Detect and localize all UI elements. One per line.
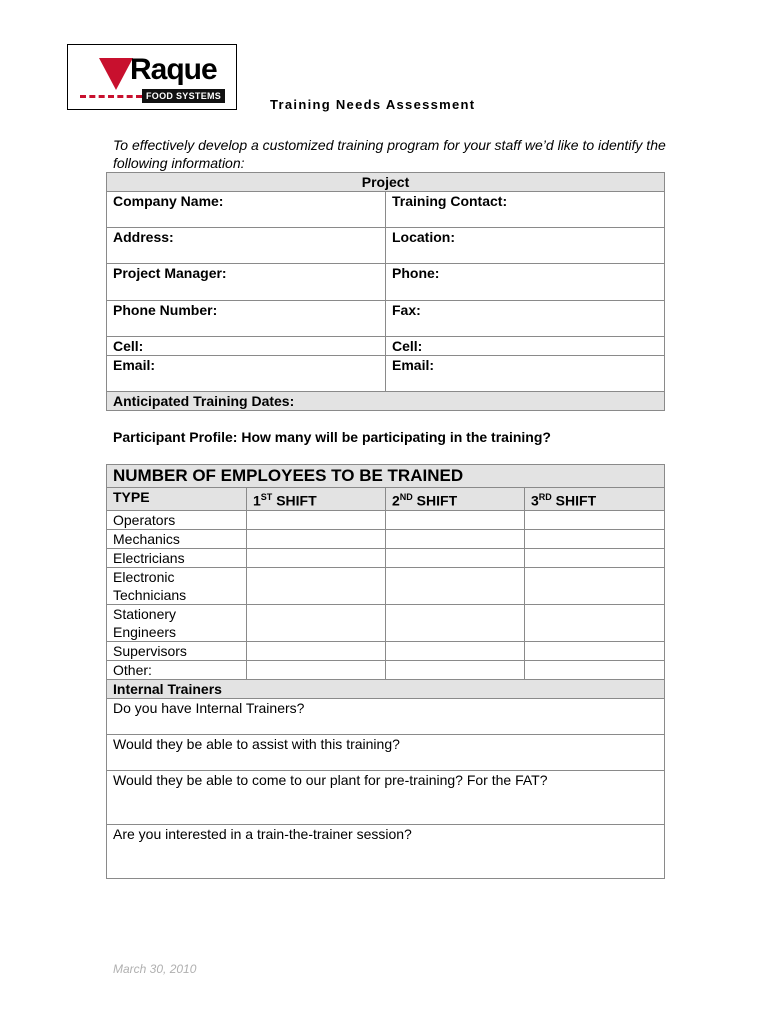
location-label: Location:	[386, 228, 665, 264]
project-table	[106, 172, 665, 411]
shift-1-header: 1ST SHIFT	[247, 488, 386, 511]
trainer-question-4[interactable]: Are you interested in a train-the-trainer session?	[107, 824, 665, 878]
footer-date: March 30, 2010	[113, 962, 197, 976]
trainer-question-1[interactable]: Do you have Internal Trainers?	[107, 698, 665, 734]
electronic-shift-2-cell[interactable]	[386, 567, 525, 604]
logo-wordmark: Raque	[130, 53, 217, 86]
electricians-shift-3-cell[interactable]	[525, 548, 665, 567]
internal-trainers-header: Internal Trainers	[107, 679, 665, 698]
logo-v-mark-icon	[99, 58, 133, 90]
type-electricians: Electricians	[107, 548, 247, 567]
mechanics-shift-2-cell[interactable]	[386, 529, 525, 548]
participant-profile-question: Participant Profile: How many will be participating in the training?	[113, 429, 551, 445]
shift-2-header: 2ND SHIFT	[386, 488, 525, 511]
electronic-shift-1-cell[interactable]	[247, 567, 386, 604]
type-header: TYPE	[107, 488, 247, 511]
employees-title: NUMBER OF EMPLOYEES TO BE TRAINED	[107, 465, 665, 488]
operators-shift-3-cell[interactable]	[525, 510, 665, 529]
operators-shift-1-cell[interactable]	[247, 510, 386, 529]
training-dates-label: Anticipated Training Dates:	[107, 392, 665, 411]
electronic-shift-3-cell[interactable]	[525, 567, 665, 604]
employees-table	[106, 464, 665, 879]
logo-dash-line	[80, 95, 142, 98]
fax-label: Fax:	[386, 301, 665, 337]
stationery-shift-3-cell[interactable]	[525, 604, 665, 641]
electricians-shift-2-cell[interactable]	[386, 548, 525, 567]
type-operators: Operators	[107, 510, 247, 529]
other-shift-1-cell[interactable]	[247, 660, 386, 679]
phone-label: Phone:	[386, 264, 665, 301]
type-stationery-engineers: Stationery Engineers	[107, 604, 247, 641]
supervisors-shift-3-cell[interactable]	[525, 641, 665, 660]
company-logo	[67, 44, 237, 110]
logo-subtitle: FOOD SYSTEMS	[142, 89, 225, 103]
address-label: Address:	[107, 228, 386, 264]
operators-shift-2-cell[interactable]	[386, 510, 525, 529]
intro-text: To effectively develop a customized training program for your staff we’d like to identify the following information:	[113, 137, 666, 171]
type-supervisors: Supervisors	[107, 641, 247, 660]
company-name-label: Company Name:	[107, 192, 386, 228]
other-shift-3-cell[interactable]	[525, 660, 665, 679]
electricians-shift-1-cell[interactable]	[247, 548, 386, 567]
project-manager-label: Project Manager:	[107, 264, 386, 301]
email-label-right: Email:	[386, 356, 665, 392]
trainer-question-3[interactable]: Would they be able to come to our plant for pre-training? For the FAT?	[107, 770, 665, 824]
mechanics-shift-3-cell[interactable]	[525, 529, 665, 548]
cell-label-right: Cell:	[386, 337, 665, 356]
stationery-shift-2-cell[interactable]	[386, 604, 525, 641]
shift-3-header: 3RD SHIFT	[525, 488, 665, 511]
page-title: Training Needs Assessment	[270, 97, 476, 112]
supervisors-shift-2-cell[interactable]	[386, 641, 525, 660]
email-label-left: Email:	[107, 356, 386, 392]
training-contact-label: Training Contact:	[386, 192, 665, 228]
type-mechanics: Mechanics	[107, 529, 247, 548]
project-header: Project	[107, 173, 665, 192]
type-other: Other:	[107, 660, 247, 679]
stationery-shift-1-cell[interactable]	[247, 604, 386, 641]
phone-number-label: Phone Number:	[107, 301, 386, 337]
cell-label-left: Cell:	[107, 337, 386, 356]
trainer-question-2[interactable]: Would they be able to assist with this training?	[107, 734, 665, 770]
supervisors-shift-1-cell[interactable]	[247, 641, 386, 660]
mechanics-shift-1-cell[interactable]	[247, 529, 386, 548]
other-shift-2-cell[interactable]	[386, 660, 525, 679]
type-electronic-technicians: Electronic Technicians	[107, 567, 247, 604]
